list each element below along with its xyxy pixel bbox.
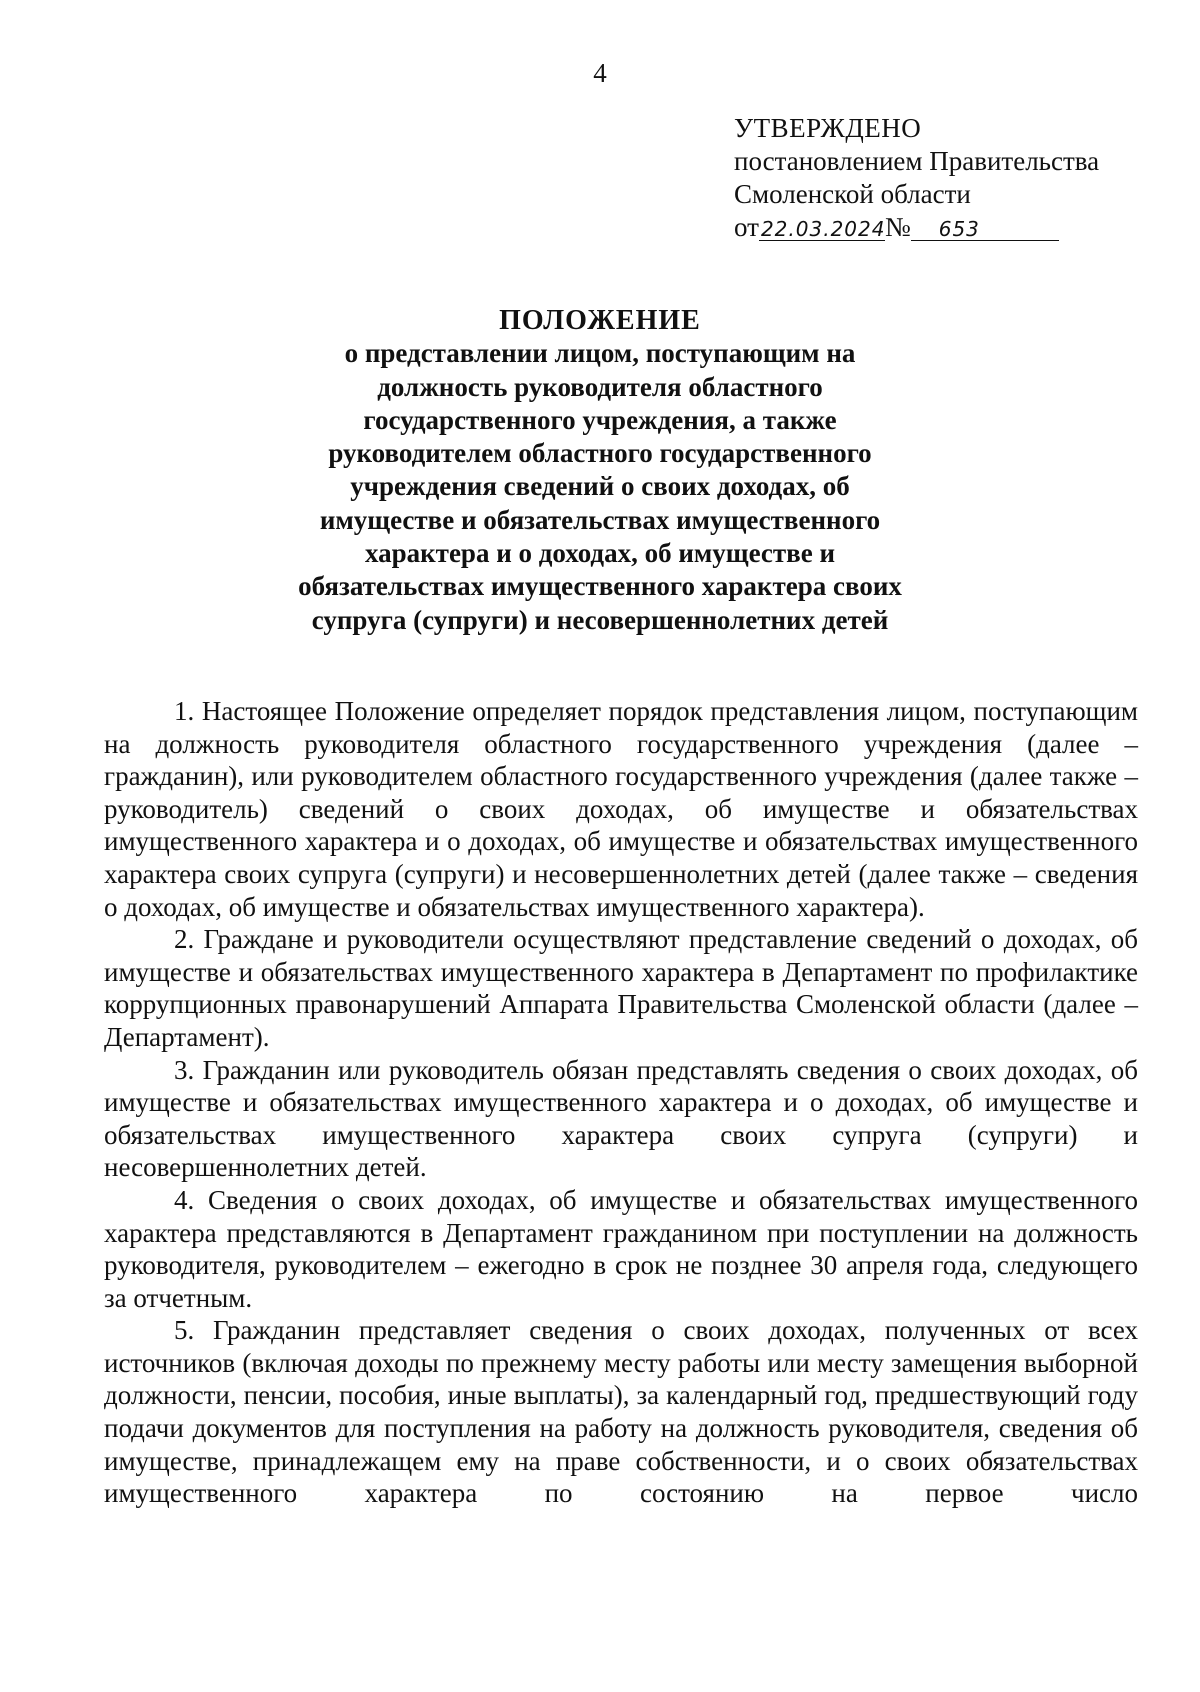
title-heading: ПОЛОЖЕНИЕ <box>499 305 701 336</box>
title-line: учреждения сведений о своих доходах, об <box>350 471 850 502</box>
title-line: характера и о доходах, об имуществе и <box>364 538 836 569</box>
document-title <box>0 304 1200 637</box>
paragraph-3: 3. Гражданин или руководитель обязан представлять сведения о своих доходах, об имуществе и обязательствах имущественного характера и о доходах, об имуществе и обязательствах имущественного характера своих супруга (супруги) и несовершеннолетних детей. <box>104 1054 1138 1183</box>
page-number: 4 <box>593 58 607 88</box>
paragraph-4: 4. Сведения о своих доходах, об имуществе и обязательствах имущественного характера представляются в Департамент гражданином при поступлении на должность руководителя, руководителем – ежегодно в срок не позднее 30 апреля года, следующего за отчетным. <box>104 1184 1138 1313</box>
title-line: имуществе и обязательствах имущественного <box>319 504 881 535</box>
approved-label: УТВЕРЖДЕНО <box>734 113 922 143</box>
handwritten-number: 653 <box>911 218 1059 241</box>
paragraph-5: 5. Гражданин представляет сведения о своих доходах, полученных от всех источников (включая доходы по прежнему месту работы или месту замещения выборной должности, пенсии, пособия, иные выплаты), за календарный год, предшествующий году подачи документов для поступления на работу на должность руководителя, сведения об имуществе, принадлежащем ему на праве собственности, и о своих обязательствах имущественного характера по состоянию на первое число <box>104 1315 1138 1509</box>
paragraph-2: 2. Граждане и руководители осуществляют представление сведений о доходах, об имуществе и обязательствах имущественного характера в Департамент по профилактике коррупционных правонарушений Аппарата Правительства Смоленской области (далее – Департамент). <box>104 924 1138 1052</box>
approval-line-1: постановлением Правительства <box>734 146 1100 176</box>
handwritten-date: 22.03.2024 <box>760 217 886 241</box>
title-line: обязательствах имущественного характера своих <box>298 571 902 602</box>
date-prefix: от <box>734 212 759 242</box>
title-line: супруга (супруги) и несовершеннолетних детей <box>311 604 889 635</box>
paragraph-1: 1. Настоящее Положение определяет порядок представления лицом, поступающим на должность руководителя областного государственного учреждения (далее – гражданин), или руководителем областного государственного учреждения (далее также – руководитель) сведений о своих доходах, об имуществе и обязательствах имущественного характера и о доходах, об имуществе и обязательствах имущественного характера своих супруга (супруги) и несовершеннолетних детей (далее также – сведения о доходах, об имуществе и обязательствах имущественного характера). <box>104 696 1138 922</box>
number-sign: № <box>884 212 911 242</box>
approval-date-line <box>734 211 1099 244</box>
title-line: должность руководителя областного <box>377 371 823 402</box>
title-line: о представлении лицом, поступающим на <box>344 338 856 369</box>
approval-line-2: Смоленской области <box>734 179 971 209</box>
title-line: руководителем областного государственного <box>328 438 872 469</box>
approval-stamp <box>734 112 1099 244</box>
document-body <box>104 695 1138 1510</box>
title-line: государственного учреждения, а также <box>363 404 837 435</box>
